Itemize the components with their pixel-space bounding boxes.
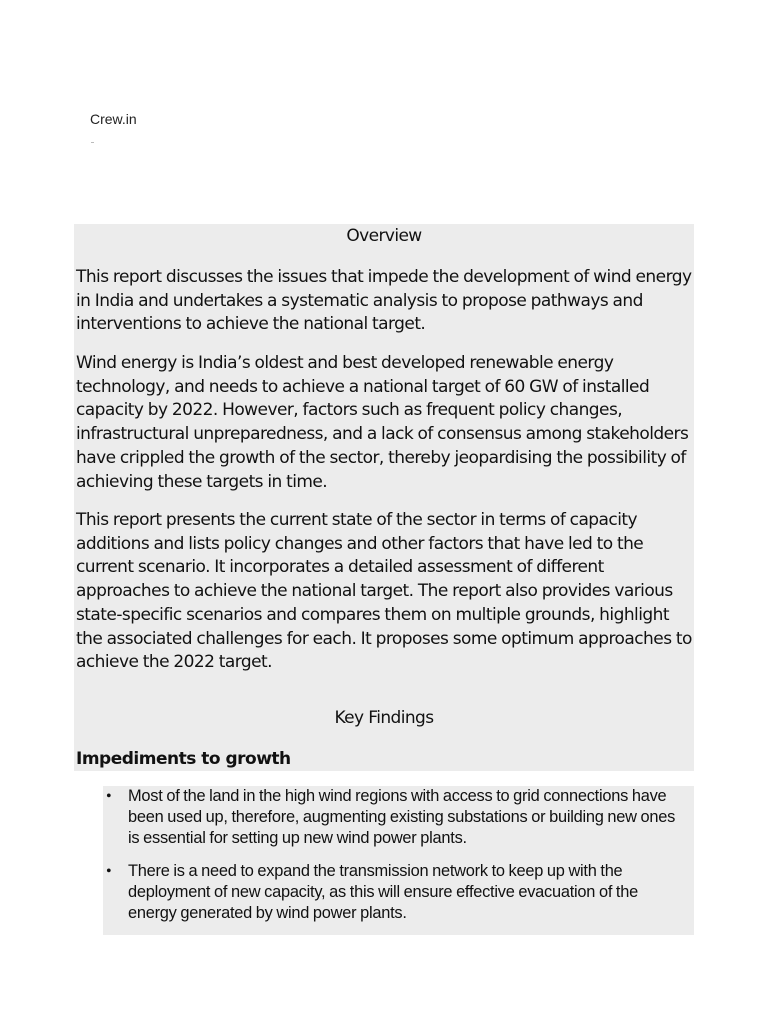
bullet-icon: • xyxy=(106,863,112,880)
impediments-list xyxy=(103,786,694,935)
key-findings-title: Key Findings xyxy=(334,708,434,728)
overview-title: Overview xyxy=(346,226,422,246)
overview-section xyxy=(74,224,694,771)
overview-paragraph-1: This report discusses the issues that impede the development of wind energy in India and undertakes a systematic analysis to propose pathways and interventions to achieve the national target. xyxy=(76,267,692,335)
bullet-icon: • xyxy=(106,788,112,805)
impediments-subheading: Impediments to growth xyxy=(76,749,291,769)
overview-paragraph-3: This report presents the current state of the sector in terms of capacity additions and lists policy changes and other factors that have led to the current scenario. It incorporates a detailed assessment of different approaches to achieve the national target. The report also provides various state-specific scenarios and compares them on multiple grounds, highlight the associated challenges for each. It proposes some optimum approaches to achieve the 2022 target. xyxy=(76,510,692,673)
header-divider xyxy=(91,142,94,143)
list-item-text: Most of the land in the high wind regions with access to grid connections have been used up, therefore, augmenting existing substations or building new ones is essential for setting up new wind power plants. xyxy=(128,787,676,847)
overview-paragraph-2: Wind energy is India’s oldest and best developed renewable energy technology, and needs to achieve a national target of 60 GW of installed capacity by 2022. However, factors such as frequent policy changes, infrastructural unpreparedness, and a lack of consensus among stakeholders have crippled the growth of the sector, thereby jeopardising the possibility of achieving these targets in time. xyxy=(76,353,689,492)
brand-name: Crew.in xyxy=(90,111,137,127)
list-item-text: There is a need to expand the transmission network to keep up with the deployment of new capacity, as this will ensure effective evacuation of the energy generated by wind power plants. xyxy=(128,862,638,922)
